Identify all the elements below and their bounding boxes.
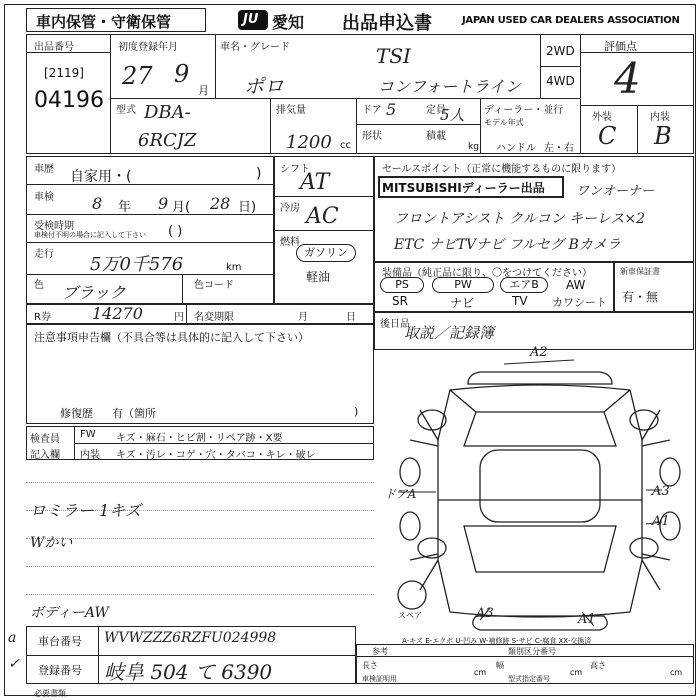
usage-close: ) (256, 166, 262, 182)
fuel-label: 燃料 (280, 237, 300, 248)
model-year-label: モデル年式 (484, 118, 524, 127)
usage-label: 車歴 (34, 164, 54, 175)
model-code: 6RCJZ (138, 130, 197, 151)
vin-value: WVWZZZ6RZFU024998 (104, 630, 277, 646)
interior-label: 内装 (650, 112, 670, 123)
mitsubishi-badge: MITSUBISHIディーラー出品 (382, 181, 545, 195)
selling-line-2: フロントアシスト クルコン キーレス×2 (394, 211, 646, 227)
usage-value: 自家用・( (70, 169, 132, 185)
org-name: 愛知 (272, 13, 305, 32)
ju-logo (238, 10, 268, 30)
post-install-label: 後日品 (380, 319, 410, 330)
margin-mark-a: a (8, 630, 17, 646)
handwritten-note-3: ボディーAW (30, 605, 109, 621)
r-ticket-label: R券 (34, 312, 51, 323)
model-prefix: DBA- (144, 102, 191, 123)
handle-options: 左・右 (544, 143, 574, 154)
equip-pw: PW (432, 277, 494, 293)
ac-label: 冷房 (280, 203, 300, 214)
certificate-label: 車検証明用 (362, 675, 397, 683)
name-change-label: 名変期限 (194, 312, 234, 323)
fw-items: キズ・麻石・ヒビ割・リペア跡・X要 (116, 433, 283, 444)
inspection-month-unit: 月( (172, 200, 191, 215)
check-label: 受検時期 (34, 221, 74, 232)
damage-legend: A-キズ E-エクボ U-凹み W-補修跡 S-サビ C-腐食 XX-交換済 (402, 637, 592, 645)
spare-label: スペア (398, 611, 422, 620)
height-unit: cm (670, 668, 683, 677)
ju-logo-text: JU (243, 12, 259, 27)
equip-ps: PS (380, 277, 424, 293)
car-diagram (380, 350, 696, 640)
storage-label: 車内保管・守衛保管 (36, 13, 172, 31)
length-unit: cm (474, 668, 487, 677)
warranty-value: 有・無 (622, 290, 659, 304)
repair-label: 修復歴 (60, 407, 93, 420)
color-code-label: 色コード (194, 280, 234, 291)
notes-label: 注意事項申告欄（不具合等は具体的に記入して下さい） (34, 331, 309, 344)
first-reg-year: 27 (122, 62, 153, 90)
doors-label: ドア (362, 105, 382, 116)
color-label: 色 (34, 280, 44, 291)
inspection-year: 8 (92, 194, 103, 213)
displacement-unit: cc (340, 140, 351, 151)
inspection-day-unit: 日) (238, 200, 257, 215)
first-reg-label: 初度登録年月 (118, 42, 178, 53)
lot-number: 04196 (34, 88, 104, 113)
diagram-label-right-a3: A3 (652, 484, 670, 499)
first-reg-month-unit: 月 (198, 84, 209, 97)
diagram-label-right-a1: A1 (652, 514, 670, 529)
grade-text: TSI (376, 44, 411, 68)
ref-label: 参考 (372, 647, 388, 656)
vin-label: 車台番号 (38, 635, 82, 648)
ac-value: AC (306, 204, 339, 229)
drive-4wd: 4WD (546, 74, 575, 88)
docs-label: 必要書類 (34, 689, 66, 698)
handwritten-note-1: ロミラー 1キズ (30, 501, 141, 520)
displacement-value: 1200 (286, 132, 332, 153)
height-label: 高さ (590, 661, 606, 670)
model-label: 型式 (116, 105, 136, 116)
r-ticket-unit: 円 (174, 312, 184, 323)
interior-score: B (654, 122, 672, 150)
color-value: ブラック (62, 283, 126, 302)
r-ticket-value: 14270 (92, 304, 143, 323)
diagram-label-a2: A2 (530, 345, 548, 360)
margin-mark-check: ✓ (8, 656, 20, 672)
equip-aw: AW (566, 278, 586, 292)
handwritten-note-2: Wかい (30, 535, 73, 551)
fuel-gas: ガソリン (296, 244, 356, 262)
doc-title-en: JAPAN USED CAR DEALERS ASSOCIATION (462, 15, 680, 26)
capacity-value: 5人 (440, 106, 465, 124)
load-unit: kg (468, 142, 479, 152)
lot-number-label: 出品番号 (34, 42, 74, 53)
diagram-label-bottom-a1: A1 (578, 612, 596, 627)
post-install-value: 取説／記録簿 (404, 324, 495, 342)
length-label: 長さ (362, 661, 378, 670)
capacity-label: 定員 (426, 105, 446, 116)
score-value: 4 (614, 54, 641, 103)
drive-2wd: 2WD (546, 44, 575, 58)
model-cert-label: 型式指定番号 (508, 675, 550, 683)
inspector-label: 検査員 (30, 434, 60, 445)
dealer-label: ディーラー・並行 (484, 105, 564, 116)
exterior-score: C (598, 122, 617, 150)
equip-navi: ナビ (450, 296, 475, 310)
selling-line-1: ワンオーナー (576, 184, 655, 199)
shift-label: シフト (280, 164, 310, 175)
lot-bracket-number: [2119] (44, 66, 84, 80)
displacement-label: 排気量 (276, 105, 306, 116)
width-unit: cm (570, 668, 583, 677)
equip-sr: SR (392, 294, 408, 308)
grade-detail: コンフォートライン (378, 77, 521, 96)
score-label: 評価点 (604, 40, 637, 53)
fw-label: FW (80, 429, 96, 440)
load-label: 積載 (426, 131, 446, 142)
mileage-value: 5万0千576 (90, 254, 184, 275)
width-label: 幅 (496, 661, 504, 670)
selling-line-3: ETC ナビTVナビ フルセグ Bカメラ (394, 237, 621, 253)
repair-value: 有（箇所 (112, 407, 156, 420)
equip-airbag: エアB (500, 277, 548, 293)
reg-label: 登録番号 (38, 664, 82, 677)
mileage-unit: km (226, 262, 242, 273)
inspection-day: 28 (210, 194, 231, 213)
fuel-diesel: 軽油 (306, 270, 331, 284)
check-sub: 車検付不明の場合に記入して下さい (34, 231, 146, 239)
equip-tv: TV (512, 294, 528, 308)
warranty-label: 新車保証書 (620, 267, 660, 276)
equip-seat: カワシート (552, 296, 607, 309)
repair-close: ) (354, 405, 359, 418)
interior-inspect-label: 内装 (80, 450, 100, 461)
record-label: 記入欄 (30, 450, 60, 461)
diagram-label-door: ドアA (384, 487, 417, 501)
name-change-month: 月 (298, 312, 308, 323)
inspection-year-unit: 年 (118, 200, 132, 215)
exterior-label: 外装 (592, 112, 612, 123)
category-label: 類別区分番号 (508, 647, 556, 656)
handle-label: ハンドル (496, 143, 536, 154)
reg-value: 岐阜 504 て 6390 (104, 660, 273, 684)
inspection-label: 車検 (34, 192, 54, 203)
diagram-label-bottom-a3: A3 (476, 606, 494, 621)
shape-label: 形状 (362, 131, 382, 142)
mileage-label: 走行 (34, 249, 54, 260)
interior-inspect-items: キズ・汚レ・コゲ・穴・タバコ・キレ・破レ (116, 450, 316, 461)
car-name-label: 車名・グレード (220, 42, 290, 53)
doc-title: 出品申込書 (342, 13, 432, 34)
doors-value: 5 (386, 100, 397, 119)
shift-value: AT (300, 170, 330, 195)
check-brackets: ( ) (168, 224, 183, 239)
equipment-label: 装備品（純正品に限り、〇をつけてください） (382, 268, 592, 279)
inspection-month: 9 (158, 194, 169, 213)
selling-points-label: セールスポイント（正常に機能するものに限ります） (382, 164, 622, 175)
name-change-day: 日 (346, 312, 356, 323)
car-name: ポロ (244, 74, 284, 98)
first-reg-month: 9 (174, 60, 190, 88)
